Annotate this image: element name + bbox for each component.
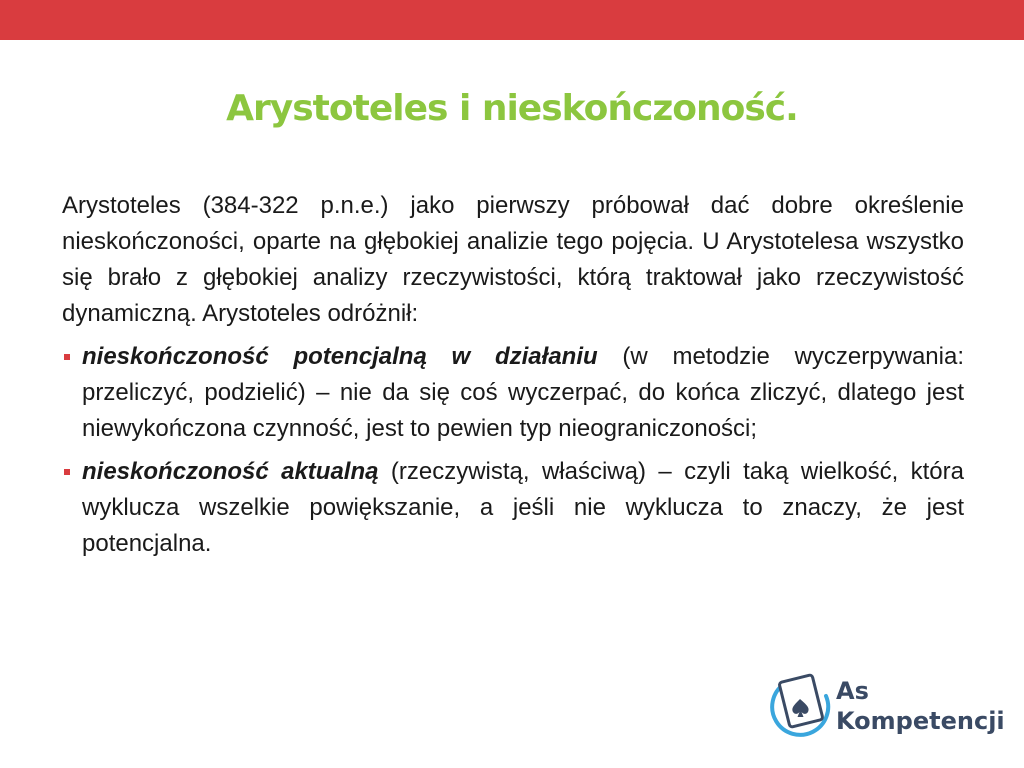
card-spade-logo-icon [770,672,834,744]
bullet-text: (rzeczywistą, właściwą) – czyli taką wielkość, która wyklucza wszelkie powiększanie, a jeśli nie wyklucza to znaczy, że jest potencjalna. [82,458,964,557]
bullet-item-actual [62,454,964,562]
bullet-item-potential [62,339,964,447]
top-accent-bar [0,0,1024,40]
logo-line-2: Kompetencji [836,707,1005,735]
bullet-term: nieskończoność potencjalną w działaniu [82,343,598,370]
slide-content [62,188,964,562]
bullet-term: nieskończoność aktualną [82,458,379,485]
slide-title: Arystoteles i nieskończoność. [226,88,798,129]
bullet-list [62,339,964,562]
square-bullet-icon [64,469,70,475]
bullet-text: (w metodzie wyczerpywania: przeliczyć, podzielić) – nie da się coś wyczerpać, do końca zliczyć, dlatego jest niewykończona czynność, jest to pewien typ nieograniczoności; [82,343,964,442]
square-bullet-icon [64,354,70,360]
logo-wordmark [836,676,1005,736]
as-kompetencji-logo [770,672,1005,744]
intro-paragraph: Arystoteles (384-322 p.n.e.) jako pierwszy próbował dać dobre określenie nieskończoności, oparte na głębokiej analizie tego pojęcia. U Arystotelesa wszystko się brało z głębokiej analizy rzeczywistości, którą traktował jako rzeczywistość dynamiczną. Arystoteles odróżnił: [62,192,964,327]
logo-line-1: As [836,677,869,705]
